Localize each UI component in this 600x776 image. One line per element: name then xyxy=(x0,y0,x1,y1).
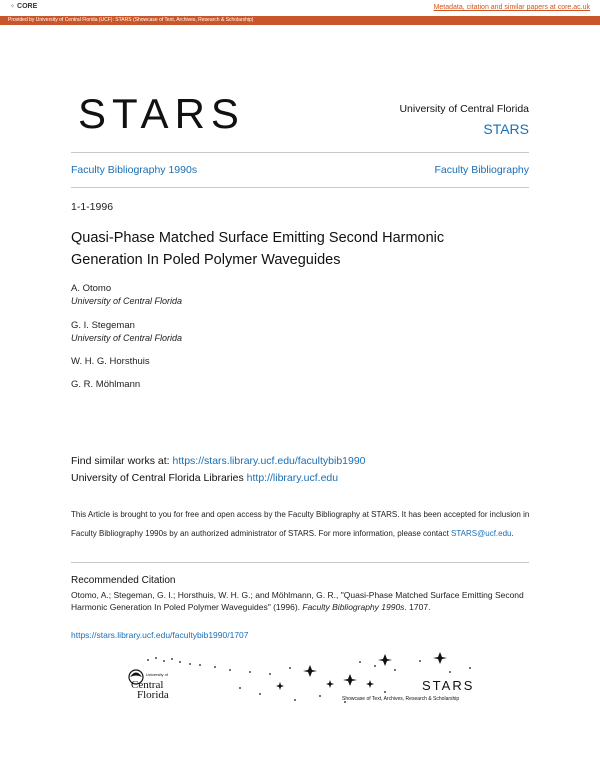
libraries-line xyxy=(71,472,338,484)
divider xyxy=(71,187,529,188)
citation-journal: Faculty Bibliography 1990s xyxy=(302,602,405,612)
find-similar-label: Find similar works at: xyxy=(71,455,173,467)
author-affiliation: University of Central Florida xyxy=(71,333,183,343)
citation-tail: . 1707. xyxy=(404,602,431,612)
notice-text: This Article is brought to you for free and open access by the Faculty Bibliography at STARS. It has been accepted for inclusion in Faculty Bibliography 1990s by an authorized administrator of STARS. For more information, please contact xyxy=(71,510,530,538)
faculty-bibliography-link[interactable]: Faculty Bibliography xyxy=(434,164,529,176)
author-name: G. I. Stegeman xyxy=(71,320,135,331)
find-similar-link[interactable]: https://stars.library.ucf.edu/facultybib1990 xyxy=(172,455,366,467)
access-notice xyxy=(71,505,533,543)
stars-footer-wordmark: STARS xyxy=(422,678,475,693)
author-name: W. H. G. Horsthuis xyxy=(71,356,150,367)
publication-date: 1-1-1996 xyxy=(71,201,114,213)
author-name: G. R. Möhlmann xyxy=(71,379,141,390)
libraries-label: University of Central Florida Libraries xyxy=(71,472,247,484)
stars-logo[interactable] xyxy=(78,88,283,138)
university-name: University of Central Florida xyxy=(399,103,529,115)
libraries-link[interactable]: http://library.ucf.edu xyxy=(246,472,339,484)
find-similar-line xyxy=(71,455,366,467)
ucf-logo-line3: Florida xyxy=(137,689,169,701)
core-logo-text: CORE xyxy=(17,3,38,10)
paper-title: Quasi-Phase Matched Surface Emitting Second Harmonic Generation In Poled Polymer Waveguides xyxy=(71,230,445,268)
stars-wordmark: STARS xyxy=(78,90,245,137)
author-name: A. Otomo xyxy=(71,283,112,294)
citation-text xyxy=(71,589,529,613)
core-bar xyxy=(0,0,600,16)
author-affiliation: University of Central Florida xyxy=(71,296,183,306)
divider xyxy=(71,562,529,563)
contact-email-link[interactable]: STARS@ucf.edu xyxy=(451,529,512,538)
footer-logos xyxy=(120,650,500,710)
core-logo-icon: ⁘ xyxy=(10,3,16,10)
provided-by-text: Provided by University of Central Florida (UCF): STARS (Showcase of Text, Archives, Research & Scholarship) xyxy=(8,17,254,23)
citation-body: Otomo, A.; Stegeman, G. I.; Horsthuis, W. H. G.; and Möhlmann, G. R., "Quasi-Phase Matched Surface Emitting Second Harmonic Generation In Poled Polymer Waveguides" (1996). xyxy=(71,590,524,612)
metadata-link[interactable]: Metadata, citation and similar papers at core.ac.uk xyxy=(433,4,590,11)
collection-link[interactable]: Faculty Bibliography 1990s xyxy=(71,164,198,176)
recommended-citation-heading: Recommended Citation xyxy=(71,575,176,586)
citation-url-link[interactable]: https://stars.library.ucf.edu/facultybib1990/1707 xyxy=(71,630,249,640)
ucf-logo-line1: University of xyxy=(146,672,169,677)
notice-end: . xyxy=(511,529,514,538)
core-logo[interactable] xyxy=(10,3,37,10)
divider xyxy=(71,152,529,153)
provided-by-bar xyxy=(0,16,600,25)
stars-link[interactable]: STARS xyxy=(483,121,529,137)
ucf-logo-line2: Central xyxy=(131,679,164,691)
stars-footer-tagline: Showcase of Text, Archives, Research & Scholarship xyxy=(342,696,460,702)
